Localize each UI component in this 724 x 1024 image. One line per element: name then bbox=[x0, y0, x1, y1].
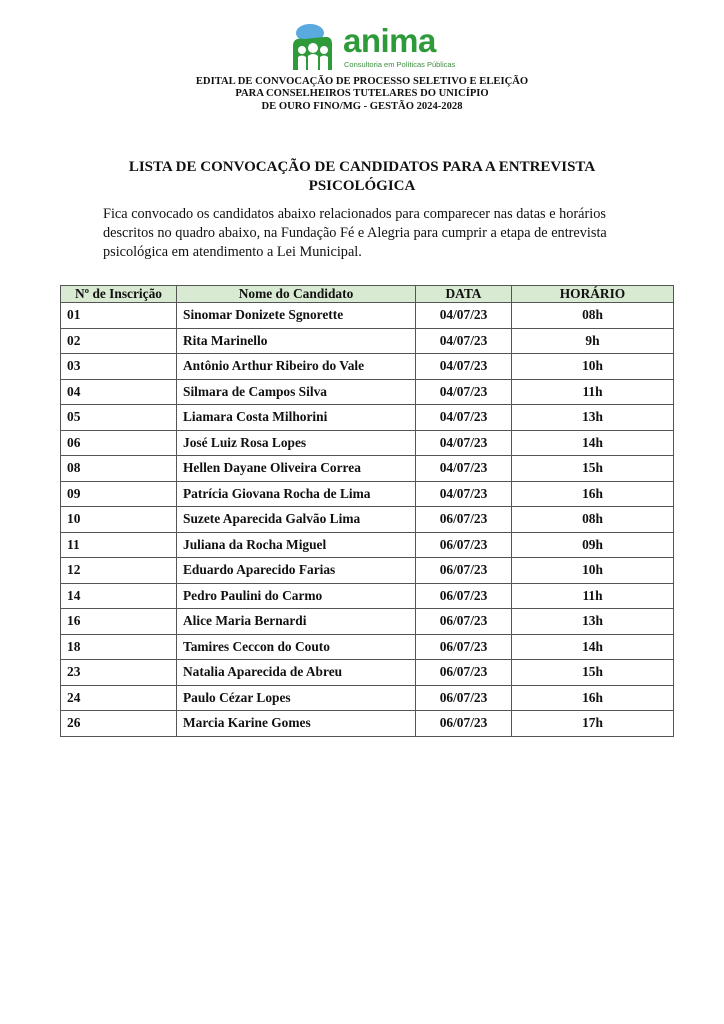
table-row bbox=[61, 405, 674, 431]
cell-inscricao: 06 bbox=[61, 430, 177, 456]
logo-wordmark: anima bbox=[343, 22, 436, 59]
cell-data: 06/07/23 bbox=[416, 507, 512, 533]
cell-data: 04/07/23 bbox=[416, 456, 512, 482]
cell-inscricao: 04 bbox=[61, 379, 177, 405]
cell-nome: Marcia Karine Gomes bbox=[177, 711, 416, 737]
cell-inscricao: 11 bbox=[61, 532, 177, 558]
cell-inscricao: 08 bbox=[61, 456, 177, 482]
cell-horario: 08h bbox=[512, 303, 674, 329]
cell-data: 04/07/23 bbox=[416, 354, 512, 380]
cell-nome: José Luiz Rosa Lopes bbox=[177, 430, 416, 456]
table-row bbox=[61, 507, 674, 533]
cell-horario: 17h bbox=[512, 711, 674, 737]
cell-nome: Rita Marinello bbox=[177, 328, 416, 354]
cell-data: 06/07/23 bbox=[416, 558, 512, 584]
edital-line: DE OURO FINO/MG - GESTÃO 2024-2028 bbox=[261, 100, 463, 112]
cell-data: 04/07/23 bbox=[416, 430, 512, 456]
cell-data: 06/07/23 bbox=[416, 634, 512, 660]
anima-logo bbox=[290, 24, 455, 72]
table-row bbox=[61, 711, 674, 737]
cell-nome: Patrícia Giovana Rocha de Lima bbox=[177, 481, 416, 507]
cell-inscricao: 02 bbox=[61, 328, 177, 354]
cell-inscricao: 05 bbox=[61, 405, 177, 431]
table-header-row bbox=[61, 286, 674, 303]
table-row bbox=[61, 354, 674, 380]
table-row bbox=[61, 303, 674, 329]
cell-inscricao: 26 bbox=[61, 711, 177, 737]
cell-inscricao: 14 bbox=[61, 583, 177, 609]
cell-data: 04/07/23 bbox=[416, 328, 512, 354]
cell-data: 06/07/23 bbox=[416, 711, 512, 737]
logo-tagline: Consultoria em Políticas Públicas bbox=[344, 60, 456, 69]
edital-line: EDITAL DE CONVOCAÇÃO DE PROCESSO SELETIVO E ELEIÇÃO bbox=[195, 76, 529, 87]
table-row bbox=[61, 481, 674, 507]
table-row bbox=[61, 685, 674, 711]
intro-paragraph: Fica convocado os candidatos abaixo relacionados para comparecer nas datas e horários descritos no quadro abaixo, na Fundação Fé e Alegria para cumprir a etapa de entrevista psicológica em atendimento a Lei Municipal. bbox=[103, 206, 607, 260]
table-row bbox=[61, 634, 674, 660]
cell-inscricao: 24 bbox=[61, 685, 177, 711]
cell-horario: 9h bbox=[512, 328, 674, 354]
cell-nome: Sinomar Donizete Sgnorette bbox=[177, 303, 416, 329]
cell-horario: 13h bbox=[512, 609, 674, 635]
cell-nome: Tamires Ceccon do Couto bbox=[177, 634, 416, 660]
cell-nome: Alice Maria Bernardi bbox=[177, 609, 416, 635]
cell-data: 04/07/23 bbox=[416, 379, 512, 405]
cell-horario: 08h bbox=[512, 507, 674, 533]
cell-horario: 11h bbox=[512, 379, 674, 405]
cell-inscricao: 16 bbox=[61, 609, 177, 635]
cell-horario: 11h bbox=[512, 583, 674, 609]
cell-nome: Hellen Dayane Oliveira Correa bbox=[177, 456, 416, 482]
cell-inscricao: 18 bbox=[61, 634, 177, 660]
cell-data: 06/07/23 bbox=[416, 685, 512, 711]
cell-inscricao: 01 bbox=[61, 303, 177, 329]
page-title bbox=[0, 158, 724, 196]
cell-inscricao: 10 bbox=[61, 507, 177, 533]
cell-data: 04/07/23 bbox=[416, 303, 512, 329]
cell-inscricao: 03 bbox=[61, 354, 177, 380]
title-line: LISTA DE CONVOCAÇÃO DE CANDIDATOS PARA A ENTREVISTA bbox=[128, 159, 596, 175]
candidates-table bbox=[60, 285, 674, 737]
table-row bbox=[61, 609, 674, 635]
table-row bbox=[61, 660, 674, 686]
cell-inscricao: 09 bbox=[61, 481, 177, 507]
table-row bbox=[61, 430, 674, 456]
table-row bbox=[61, 328, 674, 354]
cell-nome: Liamara Costa Milhorini bbox=[177, 405, 416, 431]
column-header-inscricao: Nº de Inscrição bbox=[61, 286, 177, 303]
table-row bbox=[61, 532, 674, 558]
table-row bbox=[61, 558, 674, 584]
table-row bbox=[61, 379, 674, 405]
cell-nome: Pedro Paulini do Carmo bbox=[177, 583, 416, 609]
cell-nome: Suzete Aparecida Galvão Lima bbox=[177, 507, 416, 533]
cell-data: 06/07/23 bbox=[416, 609, 512, 635]
table-row bbox=[61, 456, 674, 482]
cell-inscricao: 12 bbox=[61, 558, 177, 584]
cell-nome: Natalia Aparecida de Abreu bbox=[177, 660, 416, 686]
cell-nome: Silmara de Campos Silva bbox=[177, 379, 416, 405]
cell-inscricao: 23 bbox=[61, 660, 177, 686]
column-header-data: DATA bbox=[416, 286, 512, 303]
column-header-nome: Nome do Candidato bbox=[177, 286, 416, 303]
cell-nome: Eduardo Aparecido Farias bbox=[177, 558, 416, 584]
cell-horario: 16h bbox=[512, 481, 674, 507]
cell-horario: 15h bbox=[512, 660, 674, 686]
cell-horario: 16h bbox=[512, 685, 674, 711]
title-line: PSICOLÓGICA bbox=[308, 178, 416, 194]
cell-nome: Paulo Cézar Lopes bbox=[177, 685, 416, 711]
cell-data: 06/07/23 bbox=[416, 583, 512, 609]
cell-horario: 10h bbox=[512, 354, 674, 380]
cell-horario: 10h bbox=[512, 558, 674, 584]
cell-nome: Juliana da Rocha Miguel bbox=[177, 532, 416, 558]
edital-heading bbox=[0, 76, 724, 113]
cell-horario: 14h bbox=[512, 430, 674, 456]
cell-horario: 14h bbox=[512, 634, 674, 660]
cell-data: 04/07/23 bbox=[416, 481, 512, 507]
anima-logo-mark-icon bbox=[290, 24, 342, 72]
cell-horario: 13h bbox=[512, 405, 674, 431]
cell-horario: 15h bbox=[512, 456, 674, 482]
cell-nome: Antônio Arthur Ribeiro do Vale bbox=[177, 354, 416, 380]
column-header-horario: HORÁRIO bbox=[512, 286, 674, 303]
cell-data: 04/07/23 bbox=[416, 405, 512, 431]
table-row bbox=[61, 583, 674, 609]
cell-data: 06/07/23 bbox=[416, 660, 512, 686]
edital-line: PARA CONSELHEIROS TUTELARES DO UNICÍPIO bbox=[235, 88, 489, 100]
cell-data: 06/07/23 bbox=[416, 532, 512, 558]
cell-horario: 09h bbox=[512, 532, 674, 558]
